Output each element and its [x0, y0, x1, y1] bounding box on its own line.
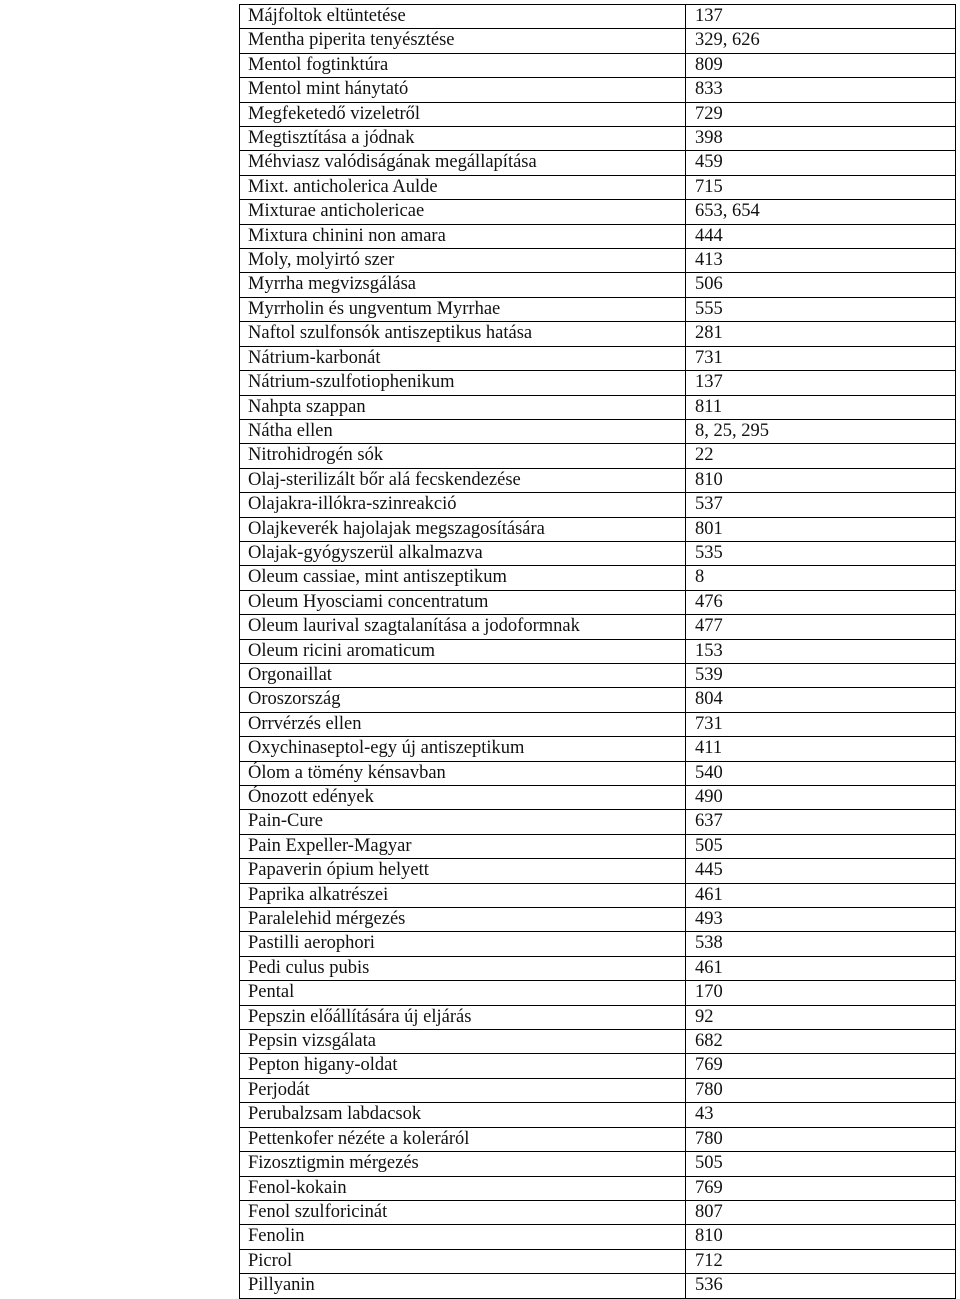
table-row [240, 615, 956, 639]
index-term: Oleum ricini aromaticum [240, 639, 686, 663]
index-term: Pepsin vizsgálata [240, 1030, 686, 1054]
index-page-numbers: 461 [686, 956, 956, 980]
index-term: Myrrholin és ungventum Myrrhae [240, 297, 686, 321]
index-term: Mixturae anticholericae [240, 200, 686, 224]
index-term: Pedi culus pubis [240, 956, 686, 980]
table-row [240, 493, 956, 517]
index-term: Olajak-gyógyszerül alkalmazva [240, 541, 686, 565]
index-page-numbers: 715 [686, 175, 956, 199]
table-row [240, 834, 956, 858]
index-term: Orgonaillat [240, 663, 686, 687]
index-page-numbers: 780 [686, 1078, 956, 1102]
index-term: Pain-Cure [240, 810, 686, 834]
table-row [240, 810, 956, 834]
index-page-numbers: 281 [686, 322, 956, 346]
index-page-numbers: 22 [686, 444, 956, 468]
index-term: Pastilli aerophori [240, 932, 686, 956]
index-term: Mentol mint hánytató [240, 78, 686, 102]
index-page-numbers: 804 [686, 688, 956, 712]
index-page-numbers: 807 [686, 1200, 956, 1224]
index-term: Paprika alkatrészei [240, 883, 686, 907]
index-page-numbers: 682 [686, 1030, 956, 1054]
index-page-numbers: 8 [686, 566, 956, 590]
table-row [240, 712, 956, 736]
index-page-numbers: 729 [686, 102, 956, 126]
index-term: Naftol szulfonsók antiszeptikus hatása [240, 322, 686, 346]
index-page-numbers: 92 [686, 1005, 956, 1029]
index-page-numbers: 461 [686, 883, 956, 907]
index-term: Pettenkofer nézéte a koleráról [240, 1127, 686, 1151]
table-row [240, 1054, 956, 1078]
index-term: Olajakra-illókra-szinreakció [240, 493, 686, 517]
index-term: Perjodát [240, 1078, 686, 1102]
table-row [240, 200, 956, 224]
index-term: Megtisztítása a jódnak [240, 127, 686, 151]
index-page-numbers: 810 [686, 1225, 956, 1249]
index-term: Mixtura chinini non amara [240, 224, 686, 248]
index-term: Méhviasz valódiságának megállapítása [240, 151, 686, 175]
index-page-numbers: 810 [686, 468, 956, 492]
index-table-body [240, 5, 956, 1299]
table-row [240, 1249, 956, 1273]
index-page-numbers: 411 [686, 737, 956, 761]
table-row [240, 981, 956, 1005]
index-term: Megfeketedő vizeletről [240, 102, 686, 126]
table-row [240, 737, 956, 761]
table-row [240, 883, 956, 907]
index-page-numbers: 539 [686, 663, 956, 687]
index-page-numbers: 731 [686, 346, 956, 370]
index-page-numbers: 809 [686, 53, 956, 77]
table-row [240, 761, 956, 785]
table-row [240, 932, 956, 956]
table-row [240, 1103, 956, 1127]
index-term: Mentha piperita tenyésztése [240, 29, 686, 53]
index-page-numbers: 137 [686, 5, 956, 29]
index-page-numbers: 637 [686, 810, 956, 834]
table-row [240, 78, 956, 102]
index-term: Pepszin előállítására új eljárás [240, 1005, 686, 1029]
table-row [240, 53, 956, 77]
index-term: Perubalzsam labdacsok [240, 1103, 686, 1127]
table-row [240, 175, 956, 199]
index-term: Myrrha megvizsgálása [240, 273, 686, 297]
table-row [240, 663, 956, 687]
table-row [240, 566, 956, 590]
index-page-numbers: 329, 626 [686, 29, 956, 53]
table-row [240, 297, 956, 321]
table-row [240, 444, 956, 468]
index-page-numbers: 398 [686, 127, 956, 151]
table-row [240, 1030, 956, 1054]
index-page-numbers: 444 [686, 224, 956, 248]
index-page-numbers: 712 [686, 1249, 956, 1273]
index-term: Orrvérzés ellen [240, 712, 686, 736]
index-term: Paralelehid mérgezés [240, 908, 686, 932]
index-term: Nitrohidrogén sók [240, 444, 686, 468]
index-term: Májfoltok eltüntetése [240, 5, 686, 29]
table-row [240, 517, 956, 541]
index-term: Nátha ellen [240, 419, 686, 443]
index-term: Moly, molyirtó szer [240, 249, 686, 273]
index-page-numbers: 505 [686, 1152, 956, 1176]
index-term: Pain Expeller-Magyar [240, 834, 686, 858]
table-row [240, 590, 956, 614]
table-row [240, 1127, 956, 1151]
index-term: Pepton higany-oldat [240, 1054, 686, 1078]
index-page-numbers: 8, 25, 295 [686, 419, 956, 443]
table-row [240, 1225, 956, 1249]
table-row [240, 224, 956, 248]
index-page-numbers: 780 [686, 1127, 956, 1151]
table-row [240, 102, 956, 126]
index-term: Papaverin ópium helyett [240, 859, 686, 883]
table-row [240, 322, 956, 346]
index-term: Nátrium-karbonát [240, 346, 686, 370]
index-page-numbers: 535 [686, 541, 956, 565]
table-row [240, 29, 956, 53]
table-row [240, 395, 956, 419]
index-term: Olajkeverék hajolajak megszagosítására [240, 517, 686, 541]
index-term: Oleum cassiae, mint antiszeptikum [240, 566, 686, 590]
table-row [240, 5, 956, 29]
index-page-numbers: 833 [686, 78, 956, 102]
index-term: Ónozott edények [240, 786, 686, 810]
index-term: Pillyanin [240, 1274, 686, 1298]
table-row [240, 541, 956, 565]
index-term: Oleum Hyosciami concentratum [240, 590, 686, 614]
index-page-numbers: 505 [686, 834, 956, 858]
index-page-numbers: 43 [686, 1103, 956, 1127]
index-term: Ólom a tömény kénsavban [240, 761, 686, 785]
table-row [240, 127, 956, 151]
index-page-numbers: 153 [686, 639, 956, 663]
index-page-numbers: 477 [686, 615, 956, 639]
index-term: Pental [240, 981, 686, 1005]
index-term: Olaj-sterilizált bőr alá fecskendezése [240, 468, 686, 492]
index-page-numbers: 811 [686, 395, 956, 419]
index-page-numbers: 769 [686, 1176, 956, 1200]
index-table [239, 4, 956, 1299]
index-term: Oxychinaseptol-egy új antiszeptikum [240, 737, 686, 761]
index-page-numbers: 137 [686, 371, 956, 395]
index-term: Fenolin [240, 1225, 686, 1249]
index-page-numbers: 540 [686, 761, 956, 785]
table-row [240, 688, 956, 712]
index-term: Oleum laurival szagtalanítása a jodoformnak [240, 615, 686, 639]
table-row [240, 1005, 956, 1029]
index-term: Nátrium-szulfotiophenikum [240, 371, 686, 395]
table-row [240, 346, 956, 370]
index-page-numbers: 769 [686, 1054, 956, 1078]
table-row [240, 1200, 956, 1224]
index-page-numbers: 170 [686, 981, 956, 1005]
table-row [240, 859, 956, 883]
index-term: Picrol [240, 1249, 686, 1273]
table-row [240, 249, 956, 273]
table-row [240, 786, 956, 810]
index-page-numbers: 555 [686, 297, 956, 321]
index-page-numbers: 538 [686, 932, 956, 956]
index-page-numbers: 493 [686, 908, 956, 932]
index-term: Nahpta szappan [240, 395, 686, 419]
index-page-numbers: 445 [686, 859, 956, 883]
table-row [240, 419, 956, 443]
index-term: Mixt. anticholerica Aulde [240, 175, 686, 199]
table-row [240, 908, 956, 932]
index-term: Fenol-kokain [240, 1176, 686, 1200]
index-page-numbers: 537 [686, 493, 956, 517]
table-row [240, 639, 956, 663]
index-term: Oroszország [240, 688, 686, 712]
table-row [240, 151, 956, 175]
table-row [240, 1274, 956, 1298]
table-row [240, 1078, 956, 1102]
table-row [240, 956, 956, 980]
index-term: Fizosztigmin mérgezés [240, 1152, 686, 1176]
index-page-numbers: 731 [686, 712, 956, 736]
index-term: Fenol szulforicinát [240, 1200, 686, 1224]
table-row [240, 1176, 956, 1200]
index-term: Mentol fogtinktúra [240, 53, 686, 77]
index-page-numbers: 459 [686, 151, 956, 175]
index-page-numbers: 490 [686, 786, 956, 810]
table-row [240, 468, 956, 492]
index-page-numbers: 413 [686, 249, 956, 273]
index-page-numbers: 653, 654 [686, 200, 956, 224]
table-row [240, 371, 956, 395]
index-page-numbers: 506 [686, 273, 956, 297]
index-page-numbers: 476 [686, 590, 956, 614]
index-page-numbers: 536 [686, 1274, 956, 1298]
table-row [240, 1152, 956, 1176]
index-page-numbers: 801 [686, 517, 956, 541]
table-row [240, 273, 956, 297]
